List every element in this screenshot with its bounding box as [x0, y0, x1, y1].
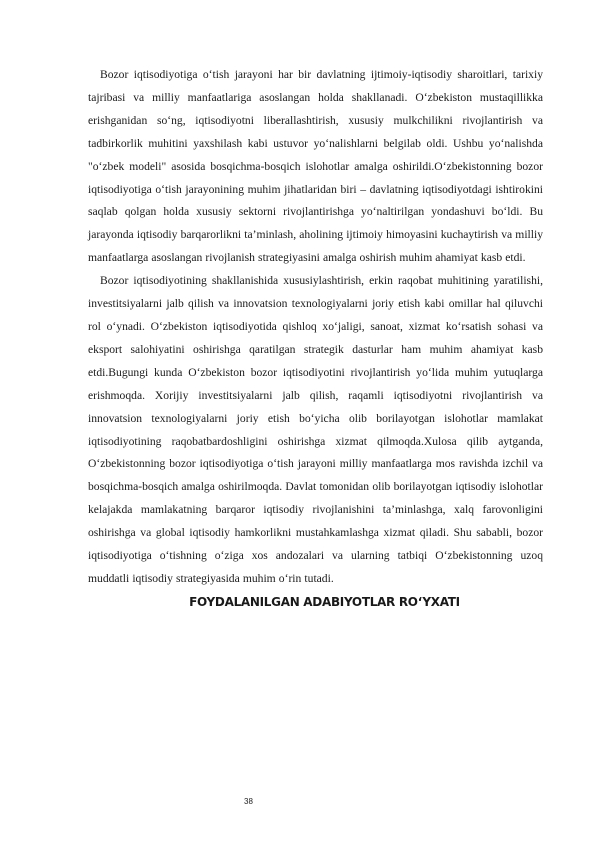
page-number: 38	[244, 797, 253, 806]
document-body	[88, 64, 543, 612]
references-heading: FOYDALANILGAN ADABIYOTLAR RO‘YXATI	[189, 594, 460, 609]
paragraph-2: Bozor iqtisodiyotining shakllanishida xususiylashtirish, erkin raqobat muhitining yaratilishi, investitsiyalarni jalb qilish va innovatsion texnologiyalarni joriy etish kabi omillar hal qiluvchi rol o‘ynadi. O‘zbekiston iqtisodiyotida qishloq xo‘jaligi, sanoat, xizmat ko‘rsatish sohasi va eksport salohiyatini oshirishga qaratilgan strategik dasturlar ham muhim ahamiyat kasb etdi.Bugungi kunda O‘zbekiston bozor iqtisodiyotini rivojlantirish yo‘lida muhim yutuqlarga erishmoqda. Xorijiy investitsiyalarni jalb qilish, raqamli iqtisodiyotni rivojlantirish va innovatsion texnologiyalarni joriy etish bo‘yicha olib borilayotgan islohotlar mamlakat iqtisodiyotining raqobatbardoshligini oshirishga xizmat qilmoqda.Xulosa qilib aytganda, O‘zbekistonning bozor iqtisodiyotiga o‘tish jarayoni milliy manfaatlarga mos ravishda izchil va bosqichma-bosqich amalga oshirilmoqda. Davlat tomonidan olib borilayotgan iqtisodiy islohotlar kelajakda mamlakatning barqaror iqtisodiy rivojlanishini ta’minlashga, xalq farovonligini oshirishga va global iqtisodiy hamkorlikni mustahkamlashga xizmat qiladi. Shu sababli, bozor iqtisodiyotiga o‘tishning o‘ziga xos andozalari va ularning tatbiqi O‘zbekistonning uzoq muddatli iqtisodiy strategiyasida muhim o‘rin tutadi.	[88, 274, 543, 585]
paragraph-1: Bozor iqtisodiyotiga o‘tish jarayoni har bir davlatning ijtimoiy-iqtisodiy sharoitlari, tarixiy tajribasi va milliy manfaatlariga asoslangan holda shakllanadi. O‘zbekiston mustaqillikka erishganidan so‘ng, iqtisodiyotni liberallashtirish, xususiy mulkchilikni rivojlantirish va tadbirkorlik muhitini yaxshilash kabi ustuvor yo‘nalishlarni belgilab oldi. Ushbu yo‘nalishda "o‘zbek modeli" asosida bosqichma-bosqich islohotlar amalga oshirildi.O‘zbekistonning bozor iqtisodiyotiga o‘tish jarayonining muhim jihatlaridan biri – davlatning iqtisodiyotdagi ishtirokini saqlab qolgan holda xususiy sektorni rivojlantirishga yo‘naltirilgan yondashuvi bo‘ldi. Bu jarayonda iqtisodiy barqarorlikni ta’minlash, aholining ijtimoiy himoyasini kuchaytirish va milliy manfaatlarga asoslangan rivojlanish strategiyasini amalga oshirish muhim ahamiyat kasb etdi.	[88, 68, 543, 265]
